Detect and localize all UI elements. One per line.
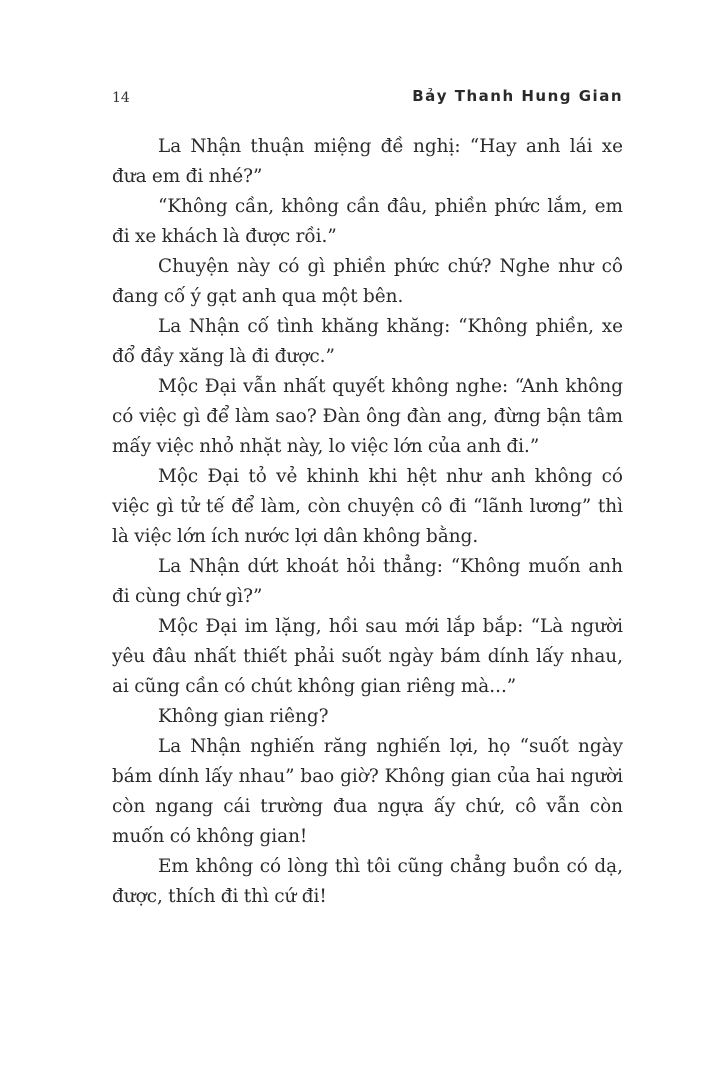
paragraph: Mộc Đại im lặng, hồi sau mới lắp bắp: “Là người yêu đâu nhất thiết phải suốt ngày bám dính lấy nhau, ai cũng cần có chút không gian riêng mà...” — [112, 616, 623, 697]
page-number: 14 — [112, 90, 130, 106]
body-text — [112, 132, 623, 912]
running-title: Bảy Thanh Hung Gian — [412, 87, 623, 105]
paragraph: La Nhận dứt khoát hỏi thẳng: “Không muốn anh đi cùng chứ gì?” — [112, 556, 623, 607]
paragraph: Không gian riêng? — [158, 706, 329, 727]
paragraph: Mộc Đại tỏ vẻ khinh khi hệt như anh không có việc gì tử tế để làm, còn chuyện cô đi “lãnh lương” thì là việc lớn ích nước lợi dân không bằng. — [112, 466, 623, 547]
paragraph: La Nhận nghiến răng nghiến lợi, họ “suốt ngày bám dính lấy nhau” bao giờ? Không gian của hai người còn ngang cái trường đua ngựa ấy chứ, cô vẫn còn muốn có không gian! — [112, 736, 623, 847]
paragraph: Mộc Đại vẫn nhất quyết không nghe: “Anh không có việc gì để làm sao? Đàn ông đàn ang, đừng bận tâm mấy việc nhỏ nhặt này, lo việc lớn của anh đi.” — [112, 376, 623, 457]
paragraph: “Không cần, không cần đâu, phiền phức lắm, em đi xe khách là được rồi.” — [112, 196, 623, 247]
paragraph: La Nhận thuận miệng đề nghị: “Hay anh lái xe đưa em đi nhé?” — [112, 136, 623, 187]
paragraph: Chuyện này có gì phiền phức chứ? Nghe như cô đang cố ý gạt anh qua một bên. — [112, 256, 623, 307]
paragraph: Em không có lòng thì tôi cũng chẳng buồn có dạ, được, thích đi thì cứ đi! — [112, 856, 623, 907]
paragraph: La Nhận cố tình khăng khăng: “Không phiền, xe đổ đầy xăng là đi được.” — [112, 316, 623, 367]
